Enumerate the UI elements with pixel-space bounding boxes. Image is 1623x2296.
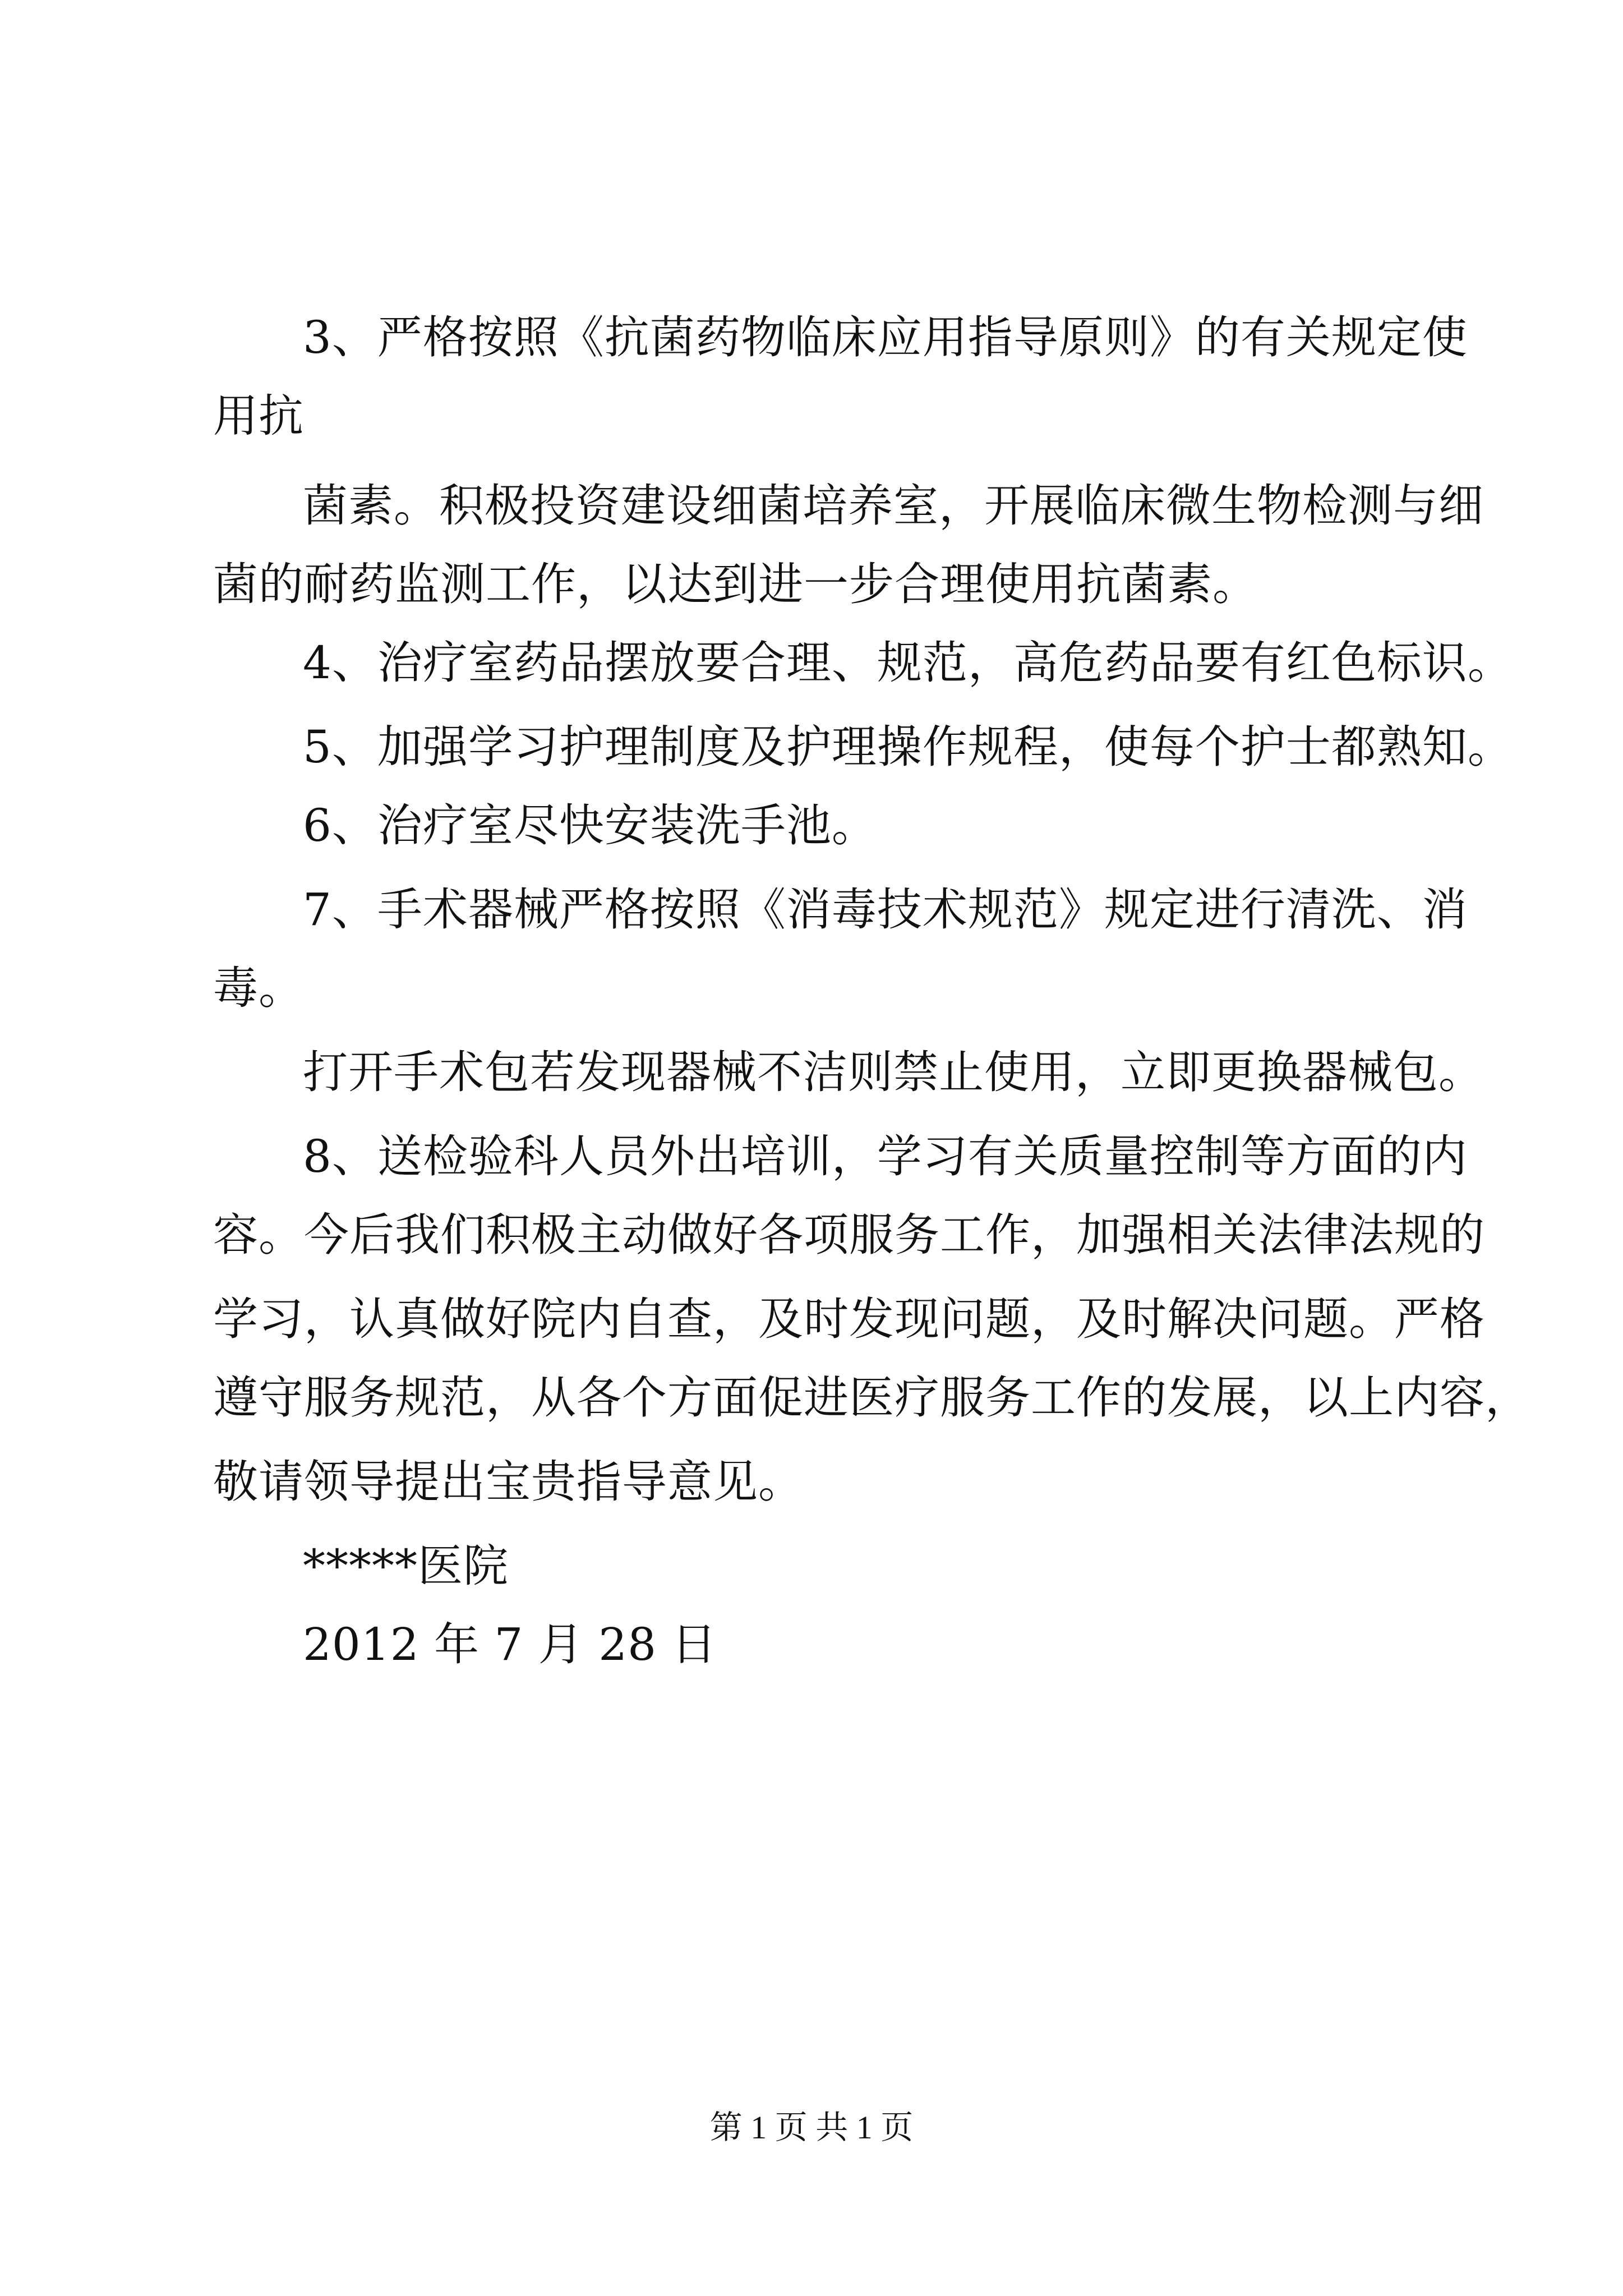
text-line: 打开手术包若发现器械不洁则禁止使用，立即更换器械包。 xyxy=(303,1046,1484,1098)
signature-date: 2012 年 7 月 28 日 xyxy=(303,1618,717,1671)
text-line: 容。今后我们积极主动做好各项服务工作，加强相关法律法规的 xyxy=(213,1209,1485,1261)
text-line: 用抗 xyxy=(213,390,304,442)
text-line: 学习，认真做好院内自查，及时发现问题，及时解决问题。严格 xyxy=(213,1293,1485,1345)
text-line: 遵守服务规范，从各个方面促进医疗服务工作的发展，以上内容， xyxy=(213,1372,1530,1424)
text-line: 毒。 xyxy=(213,962,304,1014)
signature-org: *****医院 xyxy=(303,1540,509,1592)
text-line: 菌素。积极投资建设细菌培养室，开展临床微生物检测与细 xyxy=(303,480,1484,532)
text-line: 4、治疗室药品摆放要合理、规范，高危药品要有红色标识。 xyxy=(303,637,1513,689)
text-line: 3、严格按照《抗菌药物临床应用指导原则》的有关规定使 xyxy=(303,311,1468,364)
page-number-footer: 第 1 页 共 1 页 xyxy=(709,2109,914,2146)
text-line: 5、加强学习护理制度及护理操作规程，使每个护士都熟知。 xyxy=(303,721,1513,773)
text-line: 7、手术器械严格按照《消毒技术规范》规定进行清洗、消 xyxy=(303,884,1468,936)
text-line: 8、送检验科人员外出培训，学习有关质量控制等方面的内 xyxy=(303,1130,1468,1182)
text-line: 菌的耐药监测工作，以达到进一步合理使用抗菌素。 xyxy=(213,558,1258,610)
text-line: 敬请领导提出宝贵指导意见。 xyxy=(213,1456,804,1508)
text-line: 6、治疗室尽快安装洗手池。 xyxy=(303,799,877,852)
